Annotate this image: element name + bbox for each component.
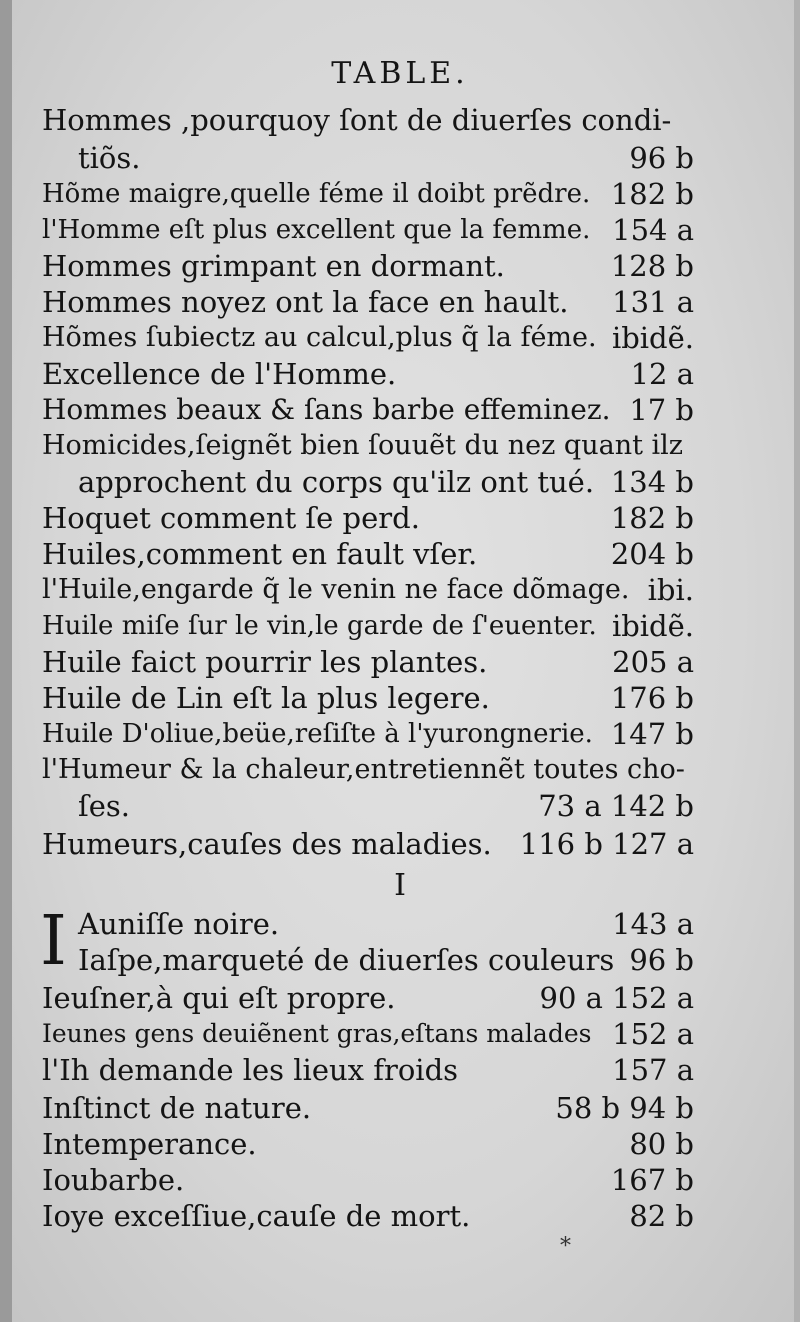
index-entry: Hommes grimpant en dormant. 128 b <box>42 249 694 283</box>
page-left-edge <box>0 0 12 1322</box>
index-entry: l'Ih demande les lieux froids 157 a <box>42 1053 694 1087</box>
index-entry: Iaſpe,marqueté de diuerſes couleurs 96 b <box>78 943 694 977</box>
index-entry: ſes. 73 a 142 b <box>78 789 694 823</box>
index-entry: Hommes noyez ont la face en hault. 131 a <box>42 285 694 319</box>
index-entry: Hõme maigre,quelle féme il doibt prẽdre. 182 b <box>42 177 694 211</box>
index-entry: Auniſſe noire. 143 a <box>78 907 694 941</box>
index-entry: Hommes ,pourquoy ſont de diuerſes condi- <box>42 103 672 137</box>
section-letter: I <box>394 868 406 903</box>
index-entry: Intemperance. 80 b <box>42 1127 694 1161</box>
index-entry: Ioubarbe. 167 b <box>42 1163 694 1197</box>
index-entry: Hoquet comment ſe perd. 182 b <box>42 501 694 535</box>
index-entry: Huile de Lin eſt la plus legere. 176 b <box>42 681 694 715</box>
index-entry: Excellence de l'Homme. 12 a <box>42 357 694 391</box>
index-entry: l'Homme eſt plus excellent que la femme. 154 a <box>42 213 694 247</box>
page-right-edge <box>794 0 800 1322</box>
index-entry: Huile D'oliue,beüe,reſiſte à l'yurongnerie. 147 b <box>42 717 694 751</box>
index-entry: Ioye exceſſiue,cauſe de mort. 82 b <box>42 1199 694 1233</box>
index-entry: Huile miſe ſur le vin,le garde de ſ'euenter. ibidẽ. <box>42 609 694 643</box>
index-entry: l'Humeur & la chaleur,entretiennẽt toutes cho- <box>42 754 685 785</box>
index-entry: Ieunes gens deuiẽnent gras,eſtans malades 152 a <box>42 1017 694 1051</box>
index-entry: tiõs. 96 b <box>78 141 694 175</box>
index-entry: l'Huile,engarde q̃ le venin ne face dõmage. ibi. <box>42 573 694 607</box>
index-entry: Homicides,ſeignẽt bien ſouuẽt du nez quant ilz <box>42 430 684 461</box>
asterisk-mark: * <box>560 1234 571 1259</box>
index-entry: Hõmes ſubiectz au calcul,plus q̃ la féme. ibidẽ. <box>42 321 694 355</box>
drop-cap: I <box>40 902 67 981</box>
page-header: TABLE. <box>331 56 469 91</box>
index-entry: approchent du corps qu'ilz ont tué. 134 b <box>78 465 694 499</box>
index-entry: Hommes beaux & ſans barbe effeminez. 17 b <box>42 393 694 427</box>
index-entry: Humeurs,cauſes des maladies. 116 b 127 a <box>42 827 694 861</box>
index-entry: Ieuſner,à qui eſt propre. 90 a 152 a <box>42 981 694 1015</box>
index-entry: Inſtinct de nature. 58 b 94 b <box>42 1091 694 1125</box>
index-entry: Huile faict pourrir les plantes. 205 a <box>42 645 694 679</box>
index-entry: Huiles,comment en fault vſer. 204 b <box>42 537 694 571</box>
